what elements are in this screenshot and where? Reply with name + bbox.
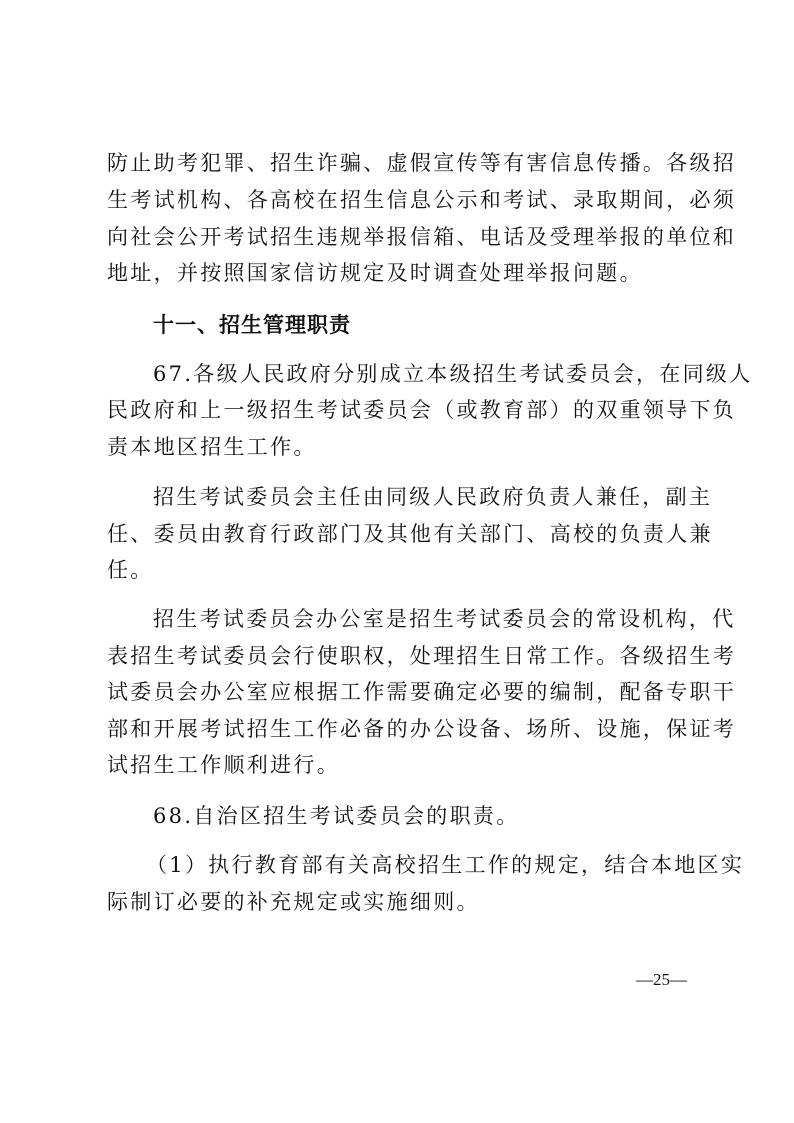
text-line: 试招生工作顺利进行。 — [107, 753, 340, 777]
text-line: 生考试机构、各高校在招生信息公示和考试、录取期间，必须 — [107, 188, 737, 212]
text-line: （1）执行教育部有关高校招生工作的规定，结合本地区实 — [146, 853, 745, 877]
text-line: 招生考试委员会主任由同级人民政府负责人兼任，副主 — [153, 485, 713, 509]
text-line: 68.自治区招生考试委员会的职责。 — [153, 804, 520, 828]
text-line: 任。 — [107, 558, 154, 582]
text-line: 民政府和上一级招生考试委员会（或教育部）的双重领导下负 — [107, 398, 737, 422]
text-line: 试委员会办公室应根据工作需要确定必要的编制，配备专职干 — [107, 680, 737, 704]
text-line: 际制订必要的补充规定或实施细则。 — [107, 890, 480, 914]
text-line: 部和开展考试招生工作必备的办公设备、场所、设施，保证考 — [107, 717, 737, 741]
text-line: 招生考试委员会办公室是招生考试委员会的常设机构，代 — [153, 607, 736, 631]
section-heading: 十一、招生管理职责 — [153, 313, 351, 337]
text-line: 防止助考犯罪、招生诈骗、虚假宣传等有害信息传播。各级招 — [107, 151, 737, 175]
text-line: 向社会公开考试招生违规举报信箱、电话及受理举报的单位和 — [107, 225, 737, 249]
text-line: 67.各级人民政府分别成立本级招生考试委员会，在同级人 — [153, 362, 753, 386]
text-line: 责本地区招生工作。 — [107, 435, 317, 459]
page-number: —25— — [636, 970, 687, 989]
text-line: 地址，并按照国家信访规定及时调查处理举报问题。 — [107, 261, 643, 285]
text-line: 任、委员由教育行政部门及其他有关部门、高校的负责人兼 — [107, 522, 713, 546]
text-line: 表招生考试委员会行使职权，处理招生日常工作。各级招生考 — [107, 644, 737, 668]
